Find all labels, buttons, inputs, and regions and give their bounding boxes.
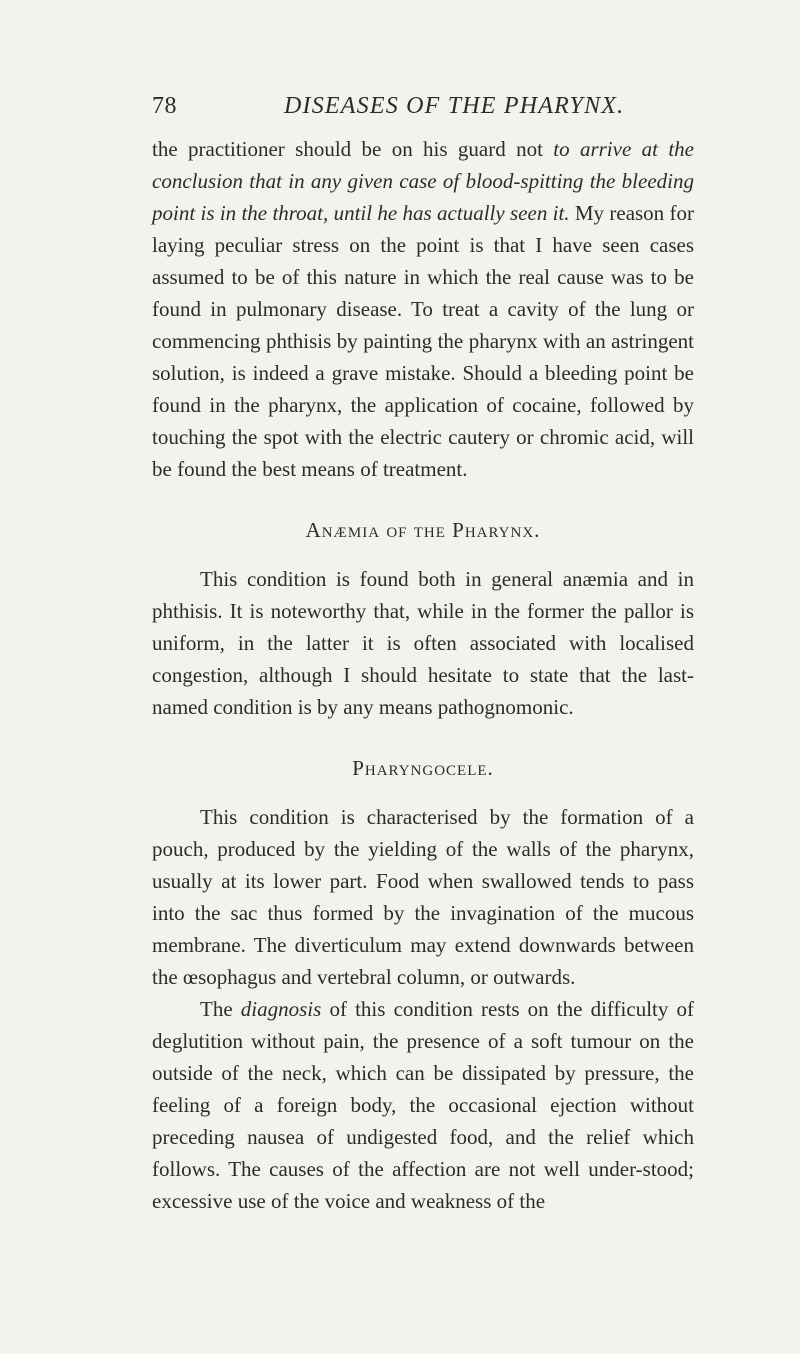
page-number: 78	[152, 93, 177, 119]
emphasis-text: to arrive at the conclusion that in any given case of blood-spitting the bleeding point is in the throat, until he has actually seen it.	[152, 137, 694, 225]
paragraph-text: of this condition rests on the difficulty of deglutition without pain, the presence of a soft tumour on the outside of the neck, which can be dissipated by pressure, the feeling of a foreign body, the occasional ejection without preceding nausea of undigested food, and the relief which follows. The causes of the affection are not well under-stood; excessive use of the voice and weakness of the	[152, 997, 694, 1213]
paragraph-anaemia: This condition is found both in general anæmia and in phthisis. It is noteworthy that, while in the former the pallor is uniform, in the latter it is often associated with localised congestion, although I should hesitate to state that the last-named condition is by any means pathognomonic.	[152, 567, 694, 719]
paragraph-pharyngocele: This condition is characterised by the formation of a pouch, produced by the yielding of the walls of the pharynx, usually at its lower part. Food when swallowed tends to pass into the sac thus formed by the invagination of the mucous membrane. The diverticulum may extend downwards between the œsophagus and vertebral column, or outwards.	[152, 805, 694, 989]
paragraph-text: My reason for laying peculiar stress on the point is that I have seen cases assumed to be of this nature in which the real cause was to be found in pulmonary disease. To treat a cavity of the lung or commencing phthisis by painting the pharynx with an astringent solution, is indeed a grave mistake. Should a bleeding point be found in the pharynx, the application of cocaine, followed by touching the spot with the electric cautery or chromic acid, will be found the best means of treatment.	[152, 201, 694, 481]
emphasis-text: diagnosis	[240, 997, 322, 1021]
section-heading-anaemia: Anæmia of the Pharynx.	[305, 518, 541, 542]
running-head: DISEASES OF THE PHARYNX.	[284, 93, 625, 119]
page-header	[152, 93, 692, 133]
paragraph-text: the practitioner should be on his guard not	[152, 137, 554, 161]
body-text	[152, 133, 694, 1217]
section-heading-pharyngocele: Pharyngocele.	[352, 756, 494, 780]
paragraph-diagnosis	[152, 993, 694, 1217]
paragraph-continued	[152, 133, 694, 485]
paragraph-text: The	[200, 997, 241, 1021]
